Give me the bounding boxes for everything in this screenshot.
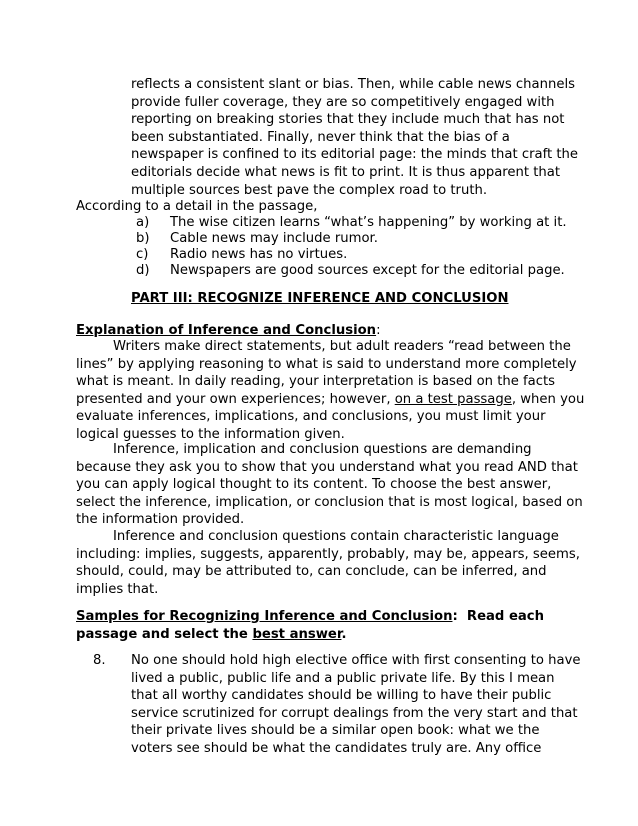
passage-line: editorials decide what news is fit to print. It is thus apparent that [131, 164, 561, 180]
heading-colon: : [376, 323, 381, 338]
paragraph-line: what is meant. In daily reading, your interpretation is based on the facts [76, 374, 556, 390]
passage-line: reporting on breaking stories that they include much that has not [131, 112, 565, 128]
explanation-paragraph-2 [76, 441, 583, 529]
choice-text: Newspapers are good sources except for the editorial page. [170, 263, 565, 278]
choice-letter: a) [136, 215, 150, 230]
passage-line: No one should hold high elective office with first consenting to have [131, 653, 581, 668]
explanation-heading: Explanation of Inference and Conclusion [76, 323, 377, 338]
item-8-passage [131, 652, 581, 758]
paragraph-line [76, 626, 576, 644]
answer-choice-a [136, 214, 567, 232]
samples-instruction: : Read each [452, 609, 545, 624]
paragraph-line: should, could, may be attributed to, can conclude, can be inferred, and [76, 564, 547, 580]
paragraph-line: Inference and conclusion questions contain characteristic language [113, 529, 559, 544]
paragraph-line: Inference, implication and conclusion questions are demanding [113, 442, 532, 457]
passage-line: multiple sources best pave the complex road to truth. [131, 182, 488, 198]
line-text: presented and your own experiences; however, [76, 391, 395, 407]
passage-line: been substantiated. Finally, never think that the bias of a [131, 129, 510, 145]
passage-line: service scrutinized for corrupt dealings from the very start and that [131, 705, 578, 721]
question-number: 8. [93, 653, 106, 668]
passage-line: that all worthy candidates should be willing to have their public [131, 688, 552, 704]
passage-excerpt [131, 76, 579, 199]
paragraph-line: you can apply logical thought to its content. To choose the best answer, [76, 477, 552, 493]
paragraph-line: because they ask you to show that you understand what you read AND that [76, 459, 578, 475]
explanation-heading-line [76, 322, 381, 340]
paragraph-line: implies that. [76, 581, 159, 597]
choice-letter: b) [136, 231, 150, 246]
paragraph-line [76, 608, 576, 626]
passage-line: voters see should be what the candidates truly are. Any office [131, 740, 542, 756]
choice-letter: c) [136, 247, 149, 262]
underlined-phrase: best answer [252, 626, 342, 642]
samples-heading-block [76, 608, 576, 643]
passage-line: newspaper is confined to its editorial page: the minds that craft the [131, 147, 579, 163]
samples-instruction-end: . [341, 626, 347, 642]
passage-line: their private lives should be a similar open book: what we the [131, 723, 540, 739]
answer-choice-c [136, 246, 347, 264]
paragraph-line [76, 391, 585, 409]
choice-text: Radio news has no virtues. [170, 247, 348, 262]
answer-choice-d [136, 262, 565, 280]
paragraph-line: including: implies, suggests, apparently, probably, may be, appears, seems, [76, 546, 580, 562]
passage-line: lived a public, public life and a public private life. By this I mean [131, 670, 555, 686]
line-text: , when you [511, 391, 585, 407]
choice-letter: d) [136, 263, 150, 278]
paragraph-line: lines” by applying reasoning to what is said to understand more completely [76, 356, 577, 372]
paragraph-line: logical guesses to the information given. [76, 426, 345, 442]
passage-line: reflects a consistent slant or bias. Then, while cable news channels [131, 77, 575, 92]
paragraph-line: Writers make direct statements, but adult readers “read between the [113, 339, 571, 354]
paragraph-line: select the inference, implication, or conclusion that is most logical, based on [76, 494, 583, 510]
samples-instruction: passage and select the [76, 626, 253, 642]
choice-text: The wise citizen learns “what’s happening” by working at it. [170, 215, 567, 230]
paragraph-line: the information provided. [76, 512, 245, 528]
explanation-paragraph-1 [76, 338, 585, 444]
part-heading: PART III: RECOGNIZE INFERENCE AND CONCLUSION [131, 291, 509, 306]
choice-text: Cable news may include rumor. [170, 231, 378, 246]
paragraph-line: evaluate inferences, implications, and conclusions, you must limit your [76, 409, 546, 425]
explanation-paragraph-3 [76, 528, 580, 598]
samples-heading: Samples for Recognizing Inference and Conclusion [76, 609, 453, 624]
underlined-phrase: on a test passage [394, 391, 512, 407]
passage-line: provide fuller coverage, they are so competitively engaged with [131, 94, 555, 110]
question-stem: According to a detail in the passage, [76, 199, 318, 214]
answer-choice-b [136, 230, 378, 248]
